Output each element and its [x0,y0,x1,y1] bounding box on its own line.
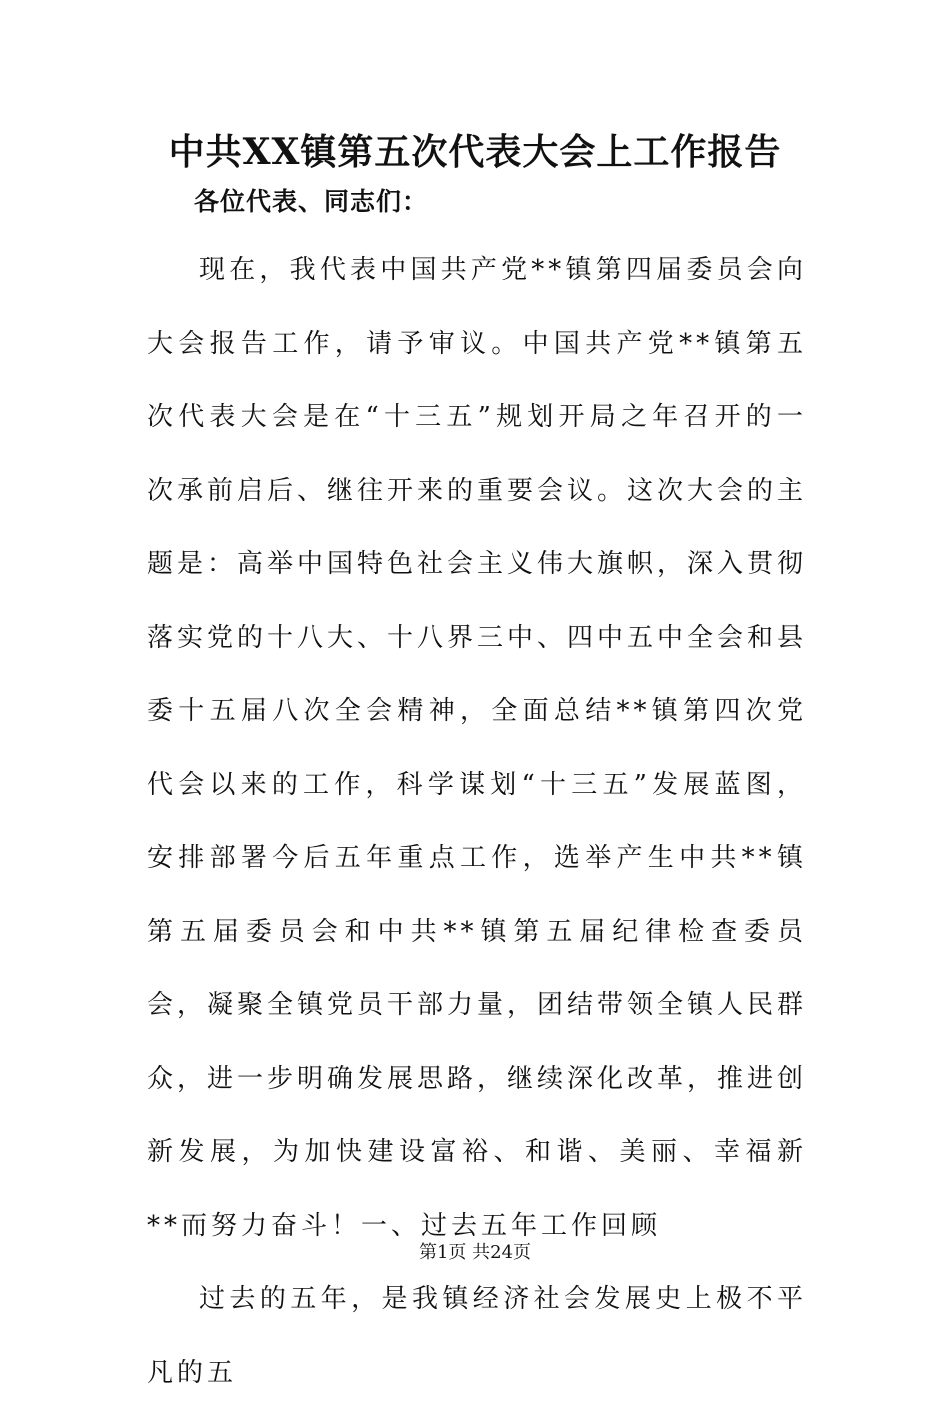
document-body [147,234,807,1410]
paragraph-1: 现在，我代表中国共产党**镇第四届委员会向大会报告工作，请予审议。中国共产党**镇第五次代表大会是在“十三五”规划开局之年召开的一次承前启后、继往开来的重要会议。这次大会的主题是：高举中国特色社会主义伟大旗帜，深入贯彻落实党的十八大、十八界三中、四中五中全会和县委十五届八次全会精神，全面总结**镇第四次党代会以来的工作，科学谋划“十三五”发展蓝图，安排部署今后五年重点工作，选举产生中共**镇第五届委员会和中共**镇第五届纪律检查委员会，凝聚全镇党员干部力量，团结带领全镇人民群众，进一步明确发展思路，继续深化改革，推进创新发展，为加快建设富裕、和谐、美丽、幸福新**而努力奋斗！一、过去五年工作回顾 [147,255,808,1241]
document-title: 中共XX镇第五次代表大会上工作报告 [168,131,782,173]
salutation: 各位代表、同志们： [194,187,429,216]
page-footer: 第1页 共24页 [418,1242,532,1263]
paragraph-2: 过去的五年，是我镇经济社会发展史上极不平凡的五 [147,1284,807,1388]
